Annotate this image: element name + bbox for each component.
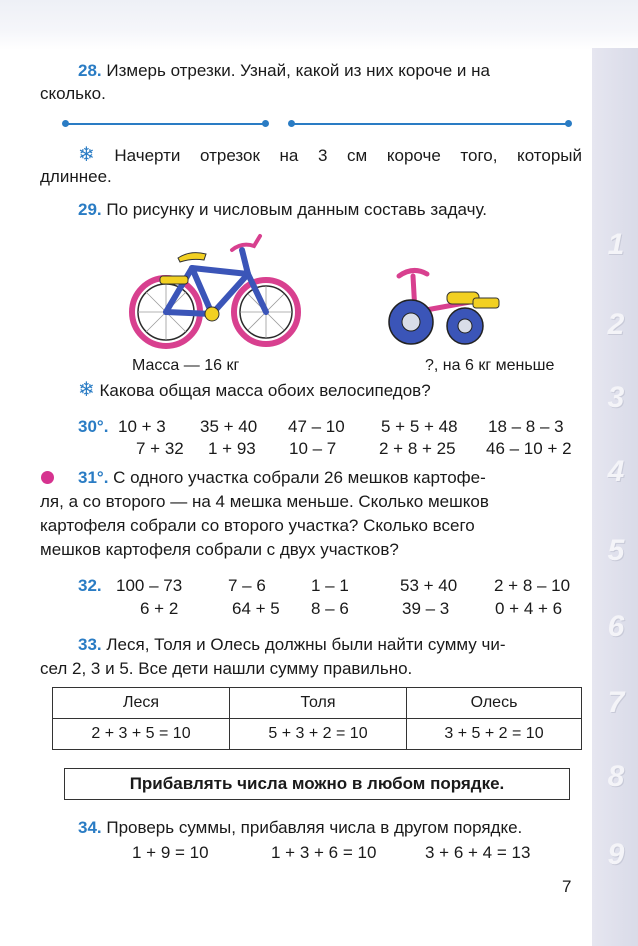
side-number: 1 (607, 228, 625, 261)
task-31-line4: мешков картофеля собрали с двух участков? (40, 540, 399, 559)
side-number: 3 (607, 381, 625, 414)
expression: 18 – 8 – 3 (488, 417, 564, 436)
side-number: 9 (607, 838, 625, 871)
sums-table (52, 687, 582, 750)
expression: 10 – 7 (289, 439, 337, 458)
table-header-row (53, 688, 582, 719)
task-29-text: По рисунку и числовым данным составь задачу. (106, 200, 487, 219)
task-28-text: Измерь отрезки. Узнай, какой из них короче и на (106, 61, 490, 80)
expression: 1 – 1 (311, 576, 349, 595)
task-28-star-line1 (78, 144, 582, 167)
task-30-number: 30°. (78, 417, 109, 436)
side-band (592, 48, 638, 946)
task-31-text: С одного участка собрали 26 мешков картофе- (113, 468, 486, 487)
table-header: Леся (53, 688, 230, 719)
task-29-number: 29. (78, 200, 102, 219)
expression: 10 + 3 (118, 417, 166, 436)
expression: 5 + 5 + 48 (381, 417, 458, 436)
task-34-line (78, 817, 522, 839)
expression: 2 + 8 – 10 (494, 576, 571, 595)
task-31-number: 31°. (78, 468, 109, 487)
task-33-line2: сел 2, 3 и 5. Все дети нашли сумму правильно. (40, 659, 413, 678)
segment-short (66, 123, 265, 125)
page-number: 7 (562, 877, 572, 896)
expression: 8 – 6 (311, 599, 349, 618)
side-number: 4 (607, 455, 625, 488)
expression: 46 – 10 + 2 (486, 439, 572, 458)
sum-expression: 1 + 9 = 10 (132, 843, 209, 862)
task-34-text: Проверь суммы, прибавляя числа в другом порядке. (106, 818, 523, 837)
task-34-number: 34. (78, 818, 102, 837)
side-number: 8 (607, 760, 625, 793)
snowflake-icon: ❄ (78, 379, 95, 401)
expression: 39 – 3 (402, 599, 450, 618)
segment-endpoint (62, 120, 69, 127)
bicycle-mass-label: Масса — 16 кг (132, 357, 240, 374)
task-33-line1 (78, 634, 506, 656)
task-31-line2: ля, а со второго — на 4 мешка меньше. Сколько мешков (40, 492, 489, 511)
task-32-number: 32. (78, 576, 102, 595)
task-28-line2: сколько. (40, 84, 106, 103)
expression: 0 + 4 + 6 (495, 599, 563, 618)
table-header: Олесь (407, 688, 582, 719)
top-band (0, 0, 638, 50)
task-28-star-line2: длиннее. (40, 167, 112, 186)
table-row (53, 719, 582, 750)
expression: 100 – 73 (116, 576, 183, 595)
side-number: 2 (607, 308, 625, 341)
expression: 6 + 2 (140, 599, 179, 618)
task-28-number: 28. (78, 61, 102, 80)
task-29-question (78, 379, 431, 402)
table-cell: 3 + 5 + 2 = 10 (407, 719, 582, 750)
segment-endpoint (288, 120, 295, 127)
side-number: 6 (607, 610, 625, 643)
table-cell: 5 + 3 + 2 = 10 (230, 719, 407, 750)
expression: 7 – 6 (228, 576, 266, 595)
task-33-text: Леся, Толя и Олесь должны были найти сумму чи- (106, 635, 506, 654)
task-31-line3: картофеля собрали со второго участка? Сколько всего (40, 516, 475, 535)
expression: 64 + 5 (232, 599, 280, 618)
segment-endpoint (565, 120, 572, 127)
side-number: 7 (607, 686, 625, 719)
task-28-star-text: Начерти отрезок на 3 см короче того, который (114, 146, 582, 165)
task-28-line1 (78, 60, 490, 82)
segment-long (292, 123, 568, 125)
difficulty-marker (41, 471, 54, 484)
bicycle-illustration (120, 228, 310, 353)
rule-box: Прибавлять числа можно в любом порядке. (64, 768, 570, 800)
expression: 35 + 40 (200, 417, 258, 436)
expression: 2 + 8 + 25 (379, 439, 456, 458)
segment-endpoint (262, 120, 269, 127)
table-cell: 2 + 3 + 5 = 10 (53, 719, 230, 750)
tricycle-mass-label: ?, на 6 кг меньше (425, 357, 555, 374)
sum-expression: 3 + 6 + 4 = 13 (425, 843, 531, 862)
task-33-number: 33. (78, 635, 102, 654)
task-29-line (78, 199, 487, 221)
task-29-question-text: Какова общая масса обоих велосипедов? (99, 381, 431, 400)
tricycle-illustration (375, 262, 505, 352)
task-31-line1 (78, 467, 486, 489)
expression: 1 + 93 (208, 439, 256, 458)
expression: 47 – 10 (288, 417, 345, 436)
snowflake-icon: ❄ (78, 144, 95, 166)
expression: 53 + 40 (400, 576, 458, 595)
expression: 7 + 32 (136, 439, 184, 458)
table-header: Толя (230, 688, 407, 719)
side-number: 5 (607, 534, 625, 567)
sum-expression: 1 + 3 + 6 = 10 (271, 843, 377, 862)
